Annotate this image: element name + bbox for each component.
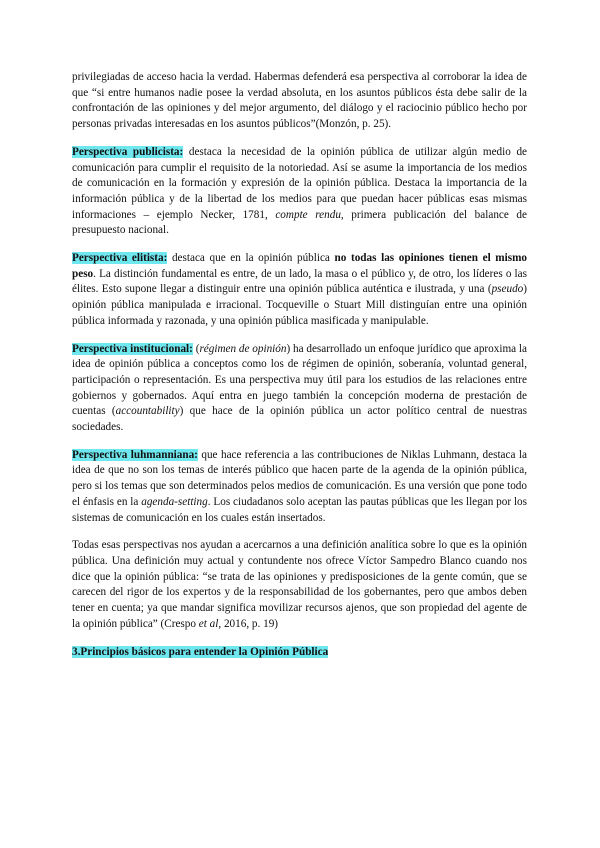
section-heading [72,645,527,661]
continuation-paragraph [72,70,527,133]
luhmanniana-paragraph [72,448,527,527]
summary-paragraph [72,538,527,632]
publicista-text-2: , primera publicación del balance de presupuesto nacional. [72,208,527,237]
publicista-label: Perspectiva publicista: [72,145,184,158]
elitista-text-1: destaca que en la opinión pública [167,252,335,265]
publicista-italic: compte rendu [275,208,341,221]
publicista-paragraph [72,145,527,239]
institucional-label: Perspectiva institucional: [72,342,193,355]
summary-italic: et al [198,617,219,630]
institucional-text-1: ( [192,342,200,355]
elitista-label: Perspectiva elitista: [72,252,168,265]
institucional-italic-1: régimen de opinión [199,342,287,355]
elitista-text-3: ) opinión pública manipulada e irracional. Tocqueville o Stuart Mill distinguían entre una opinión pública informada y razonada, y una opinión pública masificada y manipulable. [72,283,527,327]
publicista-text-1: destaca la necesidad de la opinión pública de utilizar algún medio de comunicación para cumplir el requisito de la notoriedad. Así se asume la importancia de los medios de comunicación en la formación y expresión de la opinión pública. Destaca la importancia de la información pública y de la libertad de los medios para que puedan hacer públicas esas mismas informaciones – ejemplo Necker, 1781, [72,145,527,221]
institucional-paragraph [72,342,527,436]
luhmanniana-italic: agenda-setting [141,495,208,508]
elitista-text-2: . La distinción fundamental es entre, de un lado, la masa o el público y, de otro, los líderes o las élites. Esto supone llegar a distinguir entre una opinión pública auténtica e ilustrada, y una ( [72,267,527,296]
summary-text-2: , 2016, p. 19) [218,617,279,630]
summary-text-1: Todas esas perspectivas nos ayudan a acercarnos a una definición analítica sobre lo que es la opinión pública. Una definición muy actual y contundente nos ofrece Víctor Sampedro Blanco cuando nos dice que la opinión pública: “se trata de las opiniones y predisposiciones de la gente común, que se carecen del rigor de los expertos y de la responsabilidad de los gobernantes, pero que ambos deben tener en cuenta; ya que mandar significa movilizar recursos ajenos, que son propiedad del agente de la opinión pública” (Crespo [72,539,527,630]
elitista-bold: no todas las opiniones tienen el mismo peso [72,252,527,280]
document-page [72,70,527,672]
elitista-paragraph [72,251,527,330]
institucional-text-3: ) que hace de la opinión pública un actor político central de nuestras sociedades. [72,405,527,434]
institucional-text-2: ) ha desarrollado un enfoque jurídico que aproxima la idea de opinión pública a conceptos como los de régimen de opinión, soberanía, voluntad general, participación o representación. Es una perspectiva muy útil para los estudios de las relaciones entre gobiernos y gobernados. Aquí entra en juego también la concepción moderna de prestación de cuentas ( [72,342,528,418]
continuation-text: privilegiadas de acceso hacia la verdad. Habermas defenderá esa perspectiva al corroborar la idea de que “si entre humanos nadie posee la verdad absoluta, en los asuntos públicos ésta debe salir de la confrontación de las opiniones y del mejor argumento, del diálogo y el raciocinio público hecho por personas privadas interesadas en los asuntos públicos”(Monzón, p. 25). [72,71,527,131]
elitista-italic: pseudo [491,283,524,296]
luhmanniana-label: Perspectiva luhmanniana: [72,448,198,461]
luhmanniana-text-1: que hace referencia a las contribuciones de Niklas Luhmann, destaca la idea de que no son los temas de interés público que hacen parte de la agenda de la opinión pública, pero si los temas que son determinados pelos medios de comunicación. Es una versión que pone todo el énfasis en la [72,448,527,508]
luhmanniana-text-2: . Los ciudadanos solo aceptan las pautas públicas que les llegan por los sistemas de comunicación en los cuales están insertados. [72,495,527,524]
institucional-italic-2: accountability [115,405,180,418]
section-heading-text: 3.Principios básicos para entender la Opinión Pública [72,645,329,658]
